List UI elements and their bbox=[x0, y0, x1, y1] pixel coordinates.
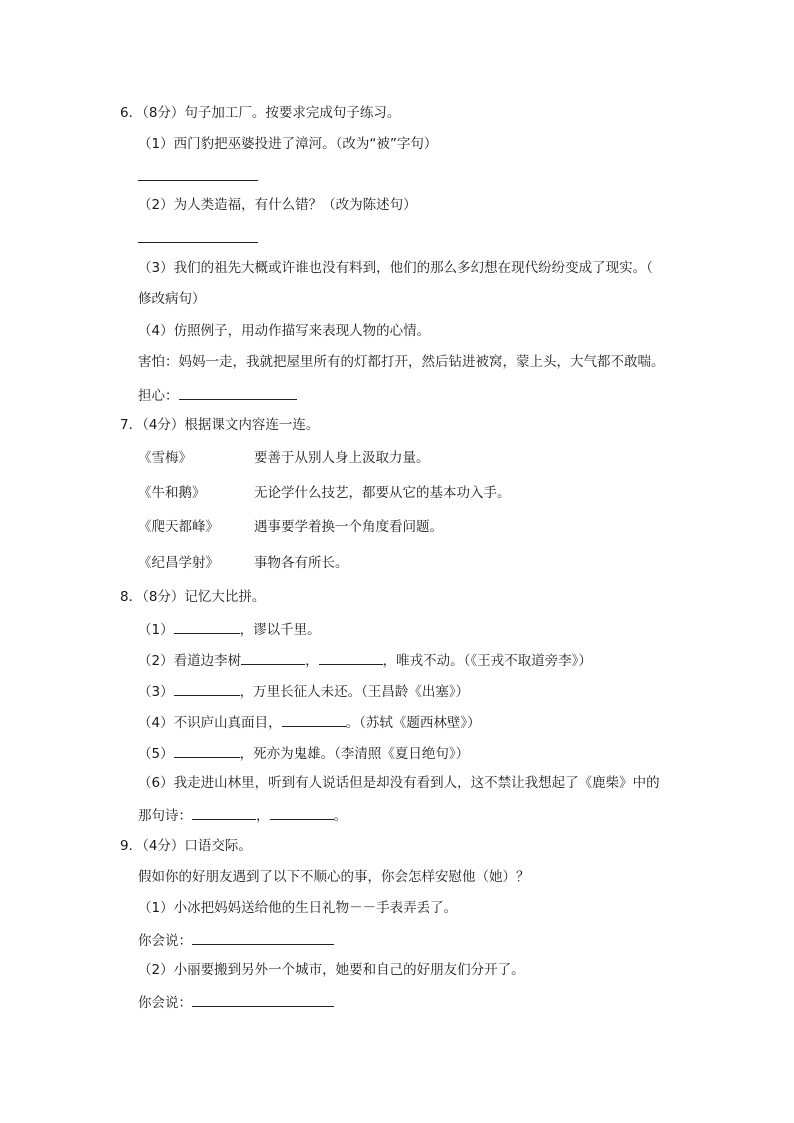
q8-item-6: （6）我走进山林里，听到有人说话但是却没有看到人，这不禁让我想起了《鹿柴》中的 bbox=[138, 775, 660, 791]
q9-answer-blank[interactable] bbox=[192, 992, 334, 1007]
q8-item-1-text: ，谬以千里。 bbox=[239, 622, 321, 638]
q7-right-item[interactable]: 无论学什么技艺，都要从它的基本功入手。 bbox=[254, 485, 511, 501]
q7-right-item[interactable]: 要善于从别人身上汲取力量。 bbox=[254, 450, 430, 466]
q8-item-3 bbox=[138, 681, 469, 701]
q8-item-4-text: （4）不识庐山真面目， bbox=[138, 715, 282, 731]
q8-item-1 bbox=[138, 619, 321, 639]
q9-stem: 9．（4分）口语交际。 bbox=[120, 838, 252, 854]
q9-item-1: （1）小冰把妈妈送给他的生日礼物－－手表弄丢了。 bbox=[138, 900, 458, 916]
q8-blank[interactable] bbox=[319, 650, 383, 665]
q6-stem: 6．（8分）句子加工厂。按要求完成句子练习。 bbox=[120, 105, 401, 121]
q9-answer-blank[interactable] bbox=[192, 930, 334, 945]
q8-blank[interactable] bbox=[174, 743, 240, 758]
q8-item-6-comma: ， bbox=[256, 808, 270, 824]
q8-blank[interactable] bbox=[282, 712, 346, 727]
q8-item-5 bbox=[138, 743, 469, 763]
q8-item-4-source: 。（苏轼《题西林壁》） bbox=[345, 715, 481, 731]
q8-item-6-period: 。 bbox=[333, 808, 347, 824]
q8-blank[interactable] bbox=[174, 619, 240, 634]
q6-answer-line-2[interactable] bbox=[138, 242, 258, 243]
q8-item-2 bbox=[138, 650, 592, 670]
q7-stem: 7．（4分）根据课文内容连一连。 bbox=[120, 417, 320, 433]
q8-item-3-num: （3） bbox=[138, 684, 174, 700]
q8-item-6-label: 那句诗： bbox=[138, 808, 192, 824]
q6-worry-label: 担心： bbox=[138, 388, 179, 404]
q8-item-5-text: ，死亦为鬼雄。（李清照《夏日绝句》） bbox=[239, 746, 470, 762]
q7-left-item[interactable]: 《爬天都峰》 bbox=[138, 519, 219, 535]
q8-blank[interactable] bbox=[192, 805, 256, 820]
q8-item-5-num: （5） bbox=[138, 746, 174, 762]
q6-example: 害怕：妈妈一走，我就把屋里所有的灯都打开，然后钻进被窝，蒙上头，大气都不敢喘。 bbox=[138, 354, 665, 370]
q6-item-1: （1）西门豹把巫婆投进了漳河。（改为“被”字句） bbox=[138, 136, 438, 152]
q6-item-3-cont: 修改病句） bbox=[138, 291, 206, 307]
q8-item-6-cont bbox=[138, 805, 347, 825]
q7-right-item[interactable]: 事物各有所长。 bbox=[254, 555, 349, 571]
q6-worry-blank[interactable] bbox=[179, 385, 297, 400]
q7-left-item[interactable]: 《牛和鹅》 bbox=[138, 485, 206, 501]
q6-item-2: （2）为人类造福，有什么错？（改为陈述句） bbox=[138, 197, 417, 213]
q8-blank[interactable] bbox=[174, 681, 240, 696]
q9-item-2: （2）小丽要搬到另外一个城市，她要和自己的好朋友们分开了。 bbox=[138, 962, 525, 978]
q9-say-label: 你会说： bbox=[138, 933, 192, 949]
q6-item-3: （3）我们的祖先大概或许谁也没有料到，他们的那么多幻想在现代纷纷变成了现实。（ bbox=[138, 260, 653, 276]
q8-item-2-text: （2）看道边李树 bbox=[138, 653, 242, 669]
q9-say-line-1 bbox=[138, 930, 334, 950]
q8-item-3-text: ，万里长征人未还。（王昌龄《出塞》） bbox=[239, 684, 470, 700]
q6-worry-line bbox=[138, 385, 297, 405]
q8-item-2-comma: ， bbox=[305, 653, 319, 669]
q7-left-item[interactable]: 《纪昌学射》 bbox=[138, 555, 219, 571]
q8-item-1-num: （1） bbox=[138, 622, 174, 638]
q8-stem: 8．（8分）记忆大比拼。 bbox=[120, 589, 266, 605]
q8-blank[interactable] bbox=[270, 805, 334, 820]
q9-say-label: 你会说： bbox=[138, 995, 192, 1011]
q9-say-line-2 bbox=[138, 992, 334, 1012]
q8-item-2-source: ，唯戎不动。（《王戎不取道旁李》） bbox=[382, 653, 592, 669]
q8-item-4 bbox=[138, 712, 481, 732]
q7-left-item[interactable]: 《雪梅》 bbox=[138, 450, 192, 466]
q6-answer-line-1[interactable] bbox=[138, 180, 258, 181]
q7-right-item[interactable]: 遇事要学着换一个角度看问题。 bbox=[254, 519, 443, 535]
q6-item-4: （4）仿照例子，用动作描写来表现人物的心情。 bbox=[138, 323, 431, 339]
q9-intro: 假如你的好朋友遇到了以下不顺心的事，你会怎样安慰他（她）？ bbox=[138, 869, 530, 885]
q8-blank[interactable] bbox=[241, 650, 305, 665]
